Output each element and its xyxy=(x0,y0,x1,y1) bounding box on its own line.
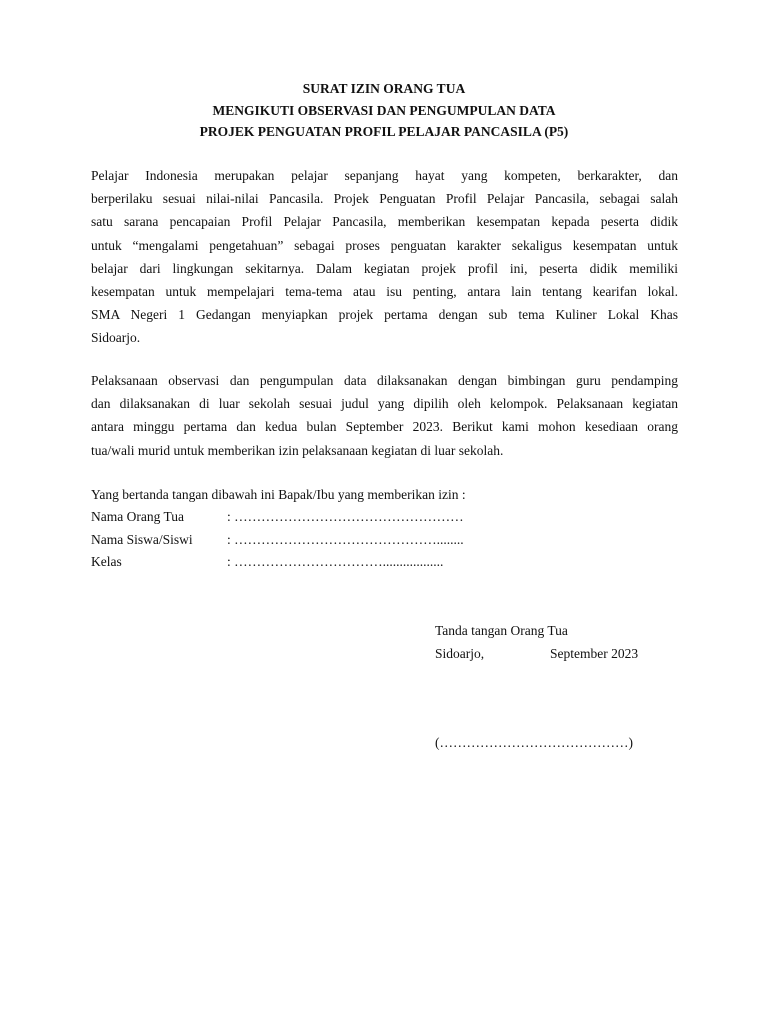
paragraph-line: satu sarana pencapaian Profil Pelajar Pancasila, memberikan kesempatan kepada peserta didik xyxy=(91,214,678,230)
paragraph-line: belajar dari lingkungan sekitarnya. Dalam kegiatan projek profil ini, peserta didik memiliki xyxy=(91,260,678,276)
field-fill-line: : ………………………………………........ xyxy=(227,531,464,547)
field-fill-line: : …………………………….................. xyxy=(227,554,444,569)
paragraph-line: antara minggu pertama dan kedua bulan September 2023. Berikut kami mohon kesediaan orang xyxy=(91,419,678,435)
title-line-2: MENGIKUTI OBSERVASI DAN PENGUMPULAN DATA xyxy=(212,102,556,118)
field-class xyxy=(91,551,464,574)
title-line-3: PROJEK PENGUATAN PROFIL PELAJAR PANCASILA (P5) xyxy=(199,124,569,139)
signature-date: September 2023 xyxy=(550,646,639,661)
paragraph-line: dan dilaksanakan di luar sekolah sesuai judul yang dipilih oleh kelompok. Pelaksanaan kegiatan xyxy=(91,396,678,412)
paragraph-line: berperilaku sesuai nilai-nilai Pancasila. Projek Penguatan Profil Pelajar Pancasila, sebagai salah xyxy=(91,191,678,207)
field-student-name xyxy=(91,529,464,552)
document-title xyxy=(0,78,768,143)
consent-intro: Yang bertanda tangan dibawah ini Bapak/Ibu yang memberikan izin : xyxy=(91,487,466,502)
signature-block xyxy=(435,619,638,665)
paragraph-line: untuk “mengalami pengetahuan” sebagai proses penguatan karakter sekaligus kesempatan untuk xyxy=(91,237,678,253)
field-label: Nama Orang Tua xyxy=(91,509,184,524)
paragraph-line: Pelaksanaan observasi dan pengumpulan data dilaksanakan dengan bimbingan guru pendamping xyxy=(91,373,678,388)
field-label: Nama Siswa/Siswi xyxy=(91,531,193,547)
field-parent-name xyxy=(91,506,464,529)
consent-fields xyxy=(91,506,464,574)
signature-heading: Tanda tangan Orang Tua xyxy=(435,623,568,638)
title-line-1: SURAT IZIN ORANG TUA xyxy=(302,81,466,96)
paragraph-line: SMA Negeri 1 Gedangan menyiapkan projek pertama dengan sub tema Kuliner Lokal Khas xyxy=(91,307,678,323)
paragraph-implementation xyxy=(91,369,678,462)
signature-place: Sidoarjo, xyxy=(435,646,485,661)
paragraph-intro xyxy=(91,164,678,350)
paragraph-line: Pelajar Indonesia merupakan pelajar sepanjang hayat yang kompeten, berkarakter, dan xyxy=(91,168,678,183)
paragraph-line: Sidoarjo. xyxy=(91,330,141,346)
field-label: Kelas xyxy=(91,554,122,569)
signature-place-date xyxy=(435,642,638,665)
signature-line: (……………………………………) xyxy=(435,735,633,750)
field-fill-line: : …………………………………………… xyxy=(227,509,464,524)
paragraph-line: kesempatan untuk mempelajari tema-tema atau isu penting, antara lain tentang kearifan lokal. xyxy=(91,284,678,300)
paragraph-line: tua/wali murid untuk memberikan izin pelaksanaan kegiatan di luar sekolah. xyxy=(91,442,504,458)
